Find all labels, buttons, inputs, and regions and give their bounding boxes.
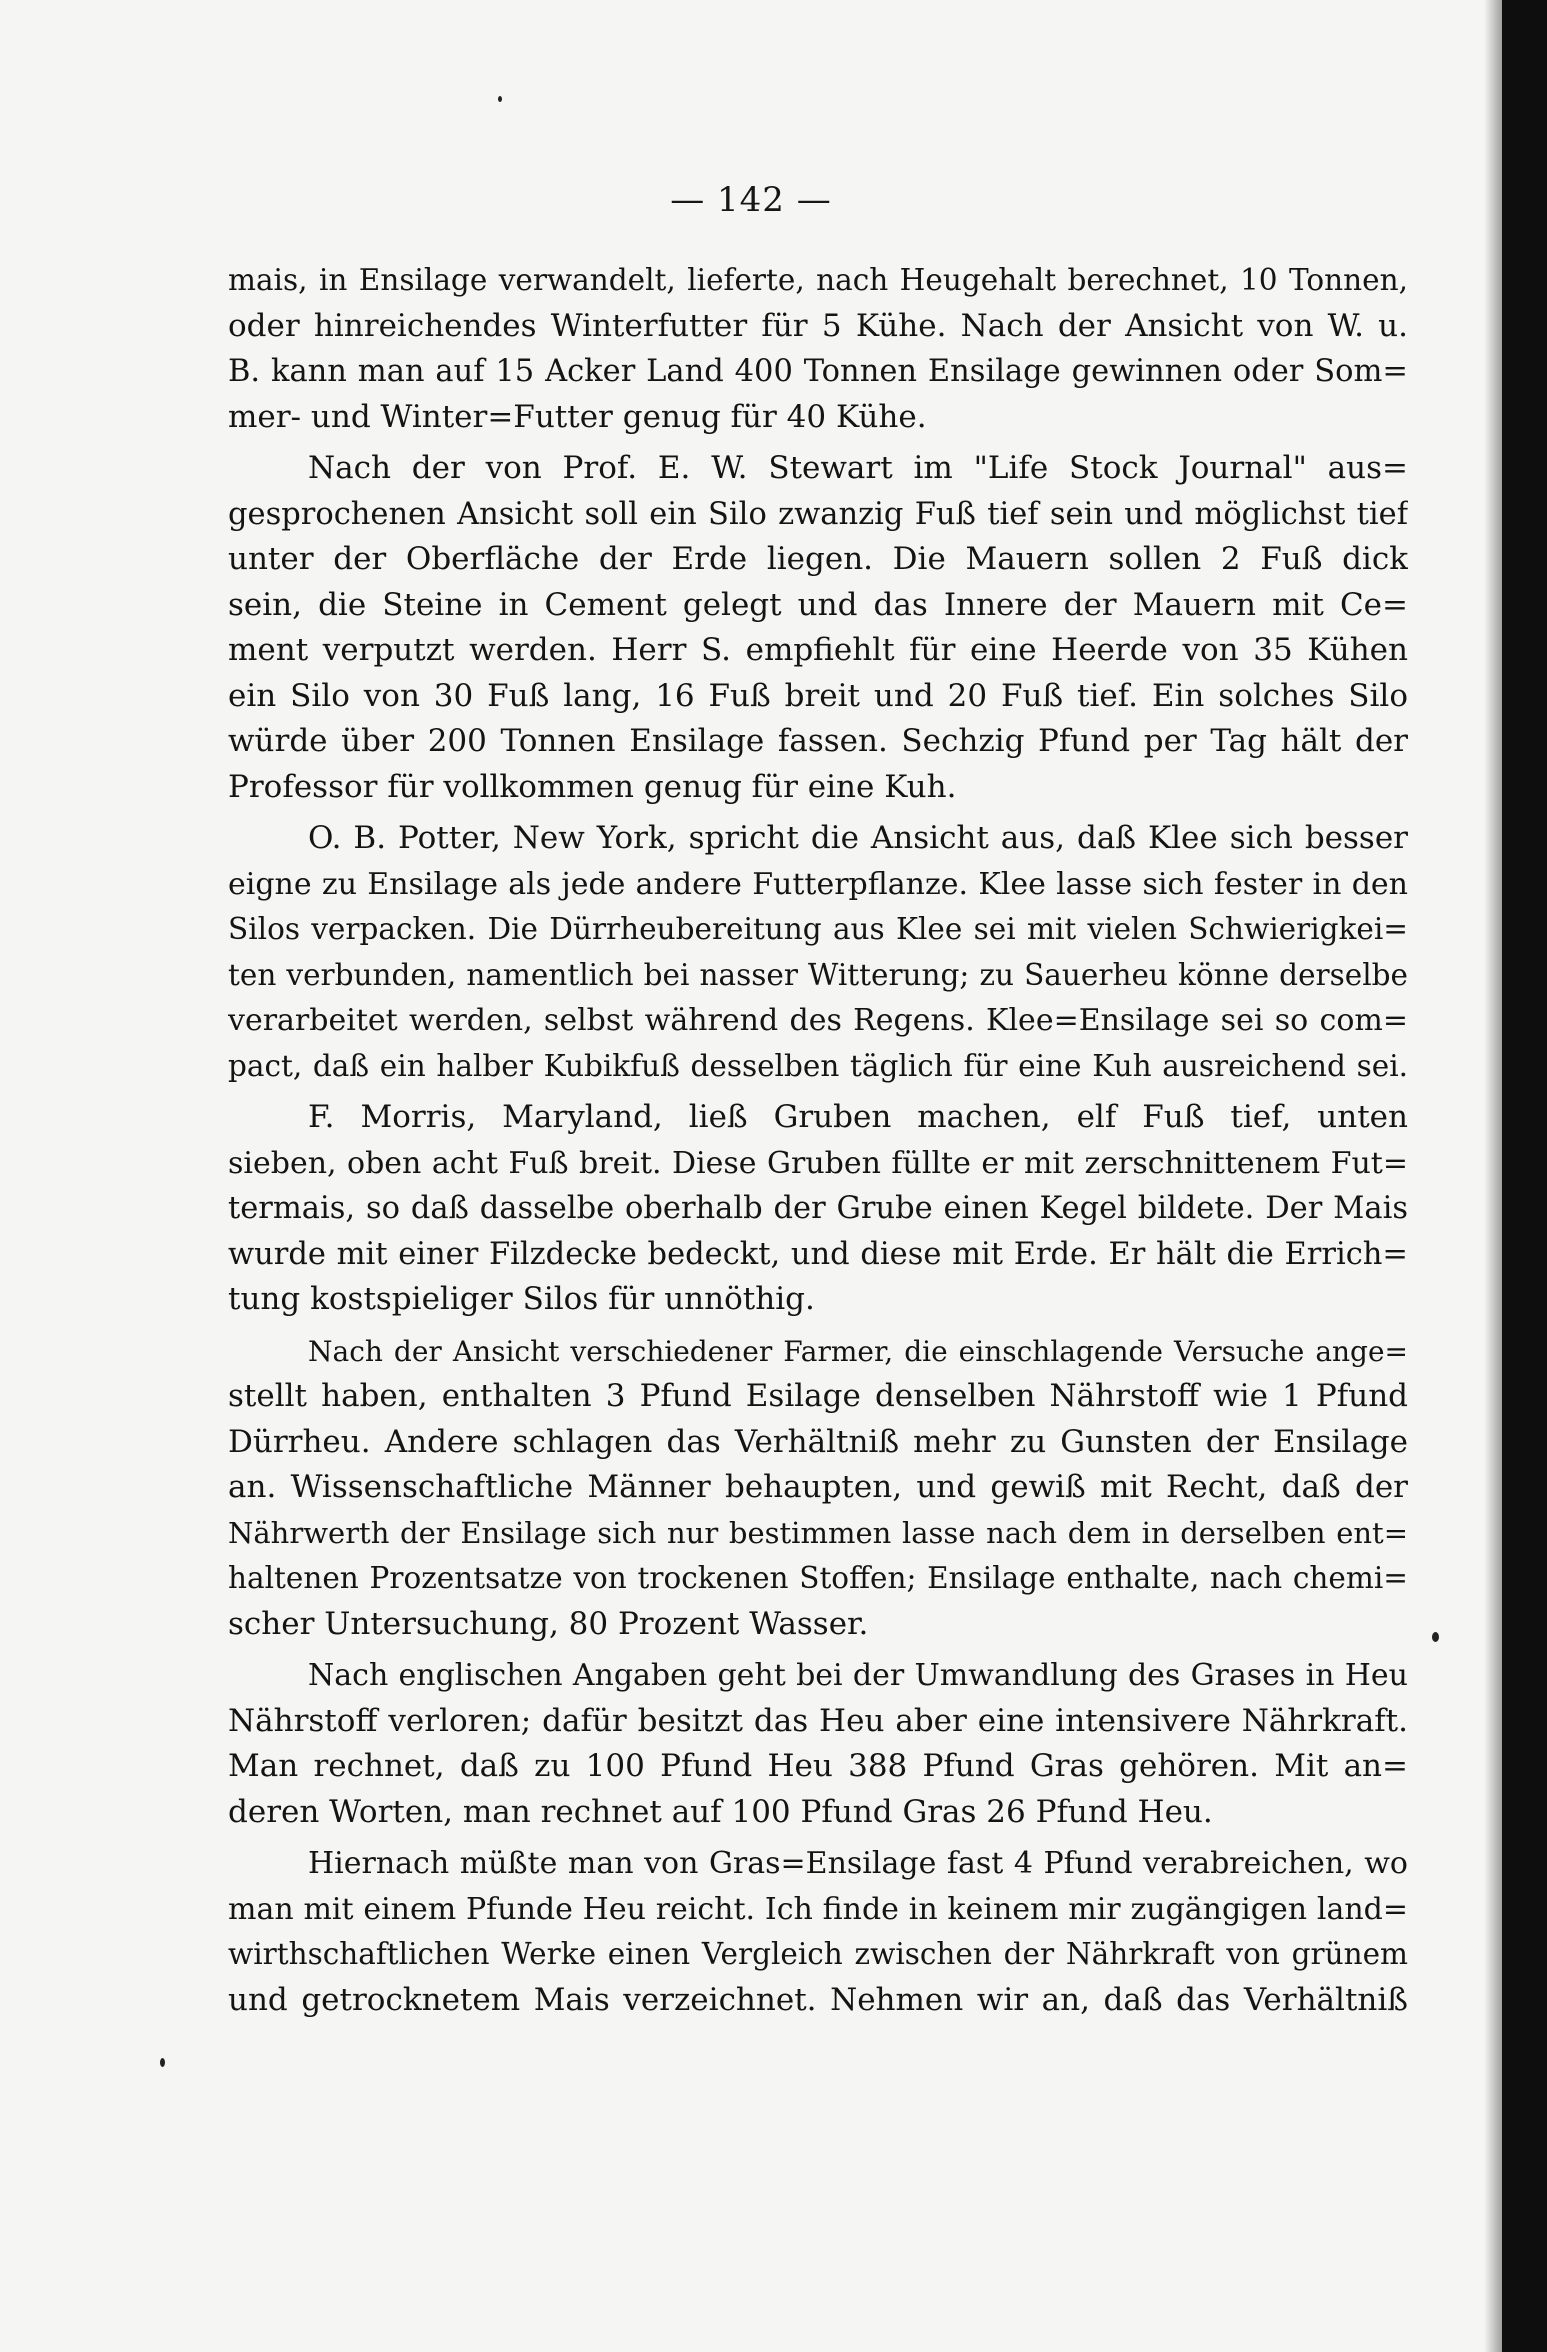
text-line: termais, so daß dasselbe oberhalb der Grube einen Kegel bildete. Der Mais xyxy=(228,1191,1408,1226)
text-line: unter der Oberfläche der Erde liegen. Die Mauern sollen 2 Fuß dick xyxy=(228,541,1408,577)
text-line: Nach englischen Angaben geht bei der Umwandlung des Grases in Heu xyxy=(308,1658,1408,1693)
scan-border xyxy=(1502,0,1547,2352)
text-line: F. Morris, Maryland, ließ Gruben machen, elf Fuß tief, unten xyxy=(308,1099,1408,1135)
text-line: man mit einem Pfunde Heu reicht. Ich finde in keinem mir zugängigen land= xyxy=(228,1891,1408,1927)
text-line: sieben, oben acht Fuß breit. Diese Gruben füllte er mit zerschnittenem Fut= xyxy=(228,1145,1408,1181)
paragraph-3 xyxy=(228,816,1408,1089)
text-line: Nach der von Prof. E. W. Stewart im "Life Stock Journal" aus= xyxy=(308,450,1408,486)
text-line: deren Worten, man rechnet auf 100 Pfund Gras 26 Pfund Heu. xyxy=(228,1793,1213,1830)
text-line: ten verbunden, namentlich bei nasser Witterung; zu Sauerheu könne derselbe xyxy=(228,957,1408,992)
paragraph-5 xyxy=(228,1329,1408,1648)
text-line: ment verputzt werden. Herr S. empfiehlt für eine Heerde von 35 Kühen xyxy=(228,632,1408,668)
text-line: verarbeitet werden, selbst während des Regens. Klee=Ensilage sei so com= xyxy=(228,1003,1408,1038)
ink-speck xyxy=(160,2058,165,2067)
text-line: tung kostspieliger Silos für unnöthig. xyxy=(228,1281,815,1317)
text-line: Silos verpacken. Die Dürrheubereitung aus Klee sei mit vielen Schwierigkei= xyxy=(228,912,1408,946)
text-line: wurde mit einer Filzdecke bedeckt, und diese mit Erde. Er hält die Errich= xyxy=(228,1236,1408,1272)
text-line: B. kann man auf 15 Acker Land 400 Tonnen Ensilage gewinnen oder Som= xyxy=(228,354,1408,389)
text-line: Professor für vollkommen genug für eine Kuh. xyxy=(228,768,957,805)
text-line: mer- und Winter=Futter genug für 40 Kühe. xyxy=(228,398,927,435)
text-line: O. B. Potter, New York, spricht die Ansicht aus, daß Klee sich besser xyxy=(308,820,1408,856)
text-line: würde über 200 Tonnen Ensilage fassen. Sechzig Pfund per Tag hält der xyxy=(228,723,1408,759)
text-line: Man rechnet, daß zu 100 Pfund Heu 388 Pfund Gras gehören. Mit an= xyxy=(228,1748,1408,1784)
page-edge-shadow xyxy=(1484,0,1502,2352)
text-line: pact, daß ein halber Kubikfuß desselben täglich für eine Kuh ausreichend sei. xyxy=(228,1048,1408,1083)
text-line: Nährwerth der Ensilage sich nur bestimmen lasse nach dem in derselben ent= xyxy=(228,1515,1408,1550)
page-number: — 142 — xyxy=(670,180,832,220)
text-line: Nährstoff verloren; dafür besitzt das Heu aber eine intensivere Nährkraft. xyxy=(228,1702,1408,1739)
text-line: gesprochenen Ansicht soll ein Silo zwanzig Fuß tief sein und möglichst tief xyxy=(228,496,1408,532)
paragraph-7 xyxy=(228,1841,1408,2023)
ink-speck xyxy=(498,96,502,102)
body-text xyxy=(228,258,1408,2023)
paragraph-1 xyxy=(228,258,1408,440)
text-line: eigne zu Ensilage als jede andere Futterpflanze. Klee lasse sich fester in den xyxy=(228,866,1408,902)
paragraph-2 xyxy=(228,446,1408,810)
text-line: stellt haben, enthalten 3 Pfund Esilage denselben Nährstoff wie 1 Pfund xyxy=(228,1378,1408,1414)
paragraph-4 xyxy=(228,1095,1408,1323)
ink-speck xyxy=(1432,1632,1439,1642)
text-line: an. Wissenschaftliche Männer behaupten, und gewiß mit Recht, daß der xyxy=(228,1469,1408,1505)
text-line: Hiernach müßte man von Gras=Ensilage fast 4 Pfund verabreichen, wo xyxy=(308,1846,1408,1881)
text-line: sein, die Steine in Cement gelegt und das Innere der Mauern mit Ce= xyxy=(228,586,1408,623)
text-line: oder hinreichendes Winterfutter für 5 Kühe. Nach der Ansicht von W. u. xyxy=(228,307,1408,344)
text-line: und getrocknetem Mais verzeichnet. Nehmen wir an, daß das Verhältniß xyxy=(228,1981,1408,2018)
text-line: ein Silo von 30 Fuß lang, 16 Fuß breit und 20 Fuß tief. Ein solches Silo xyxy=(228,677,1408,714)
paragraph-6 xyxy=(228,1653,1408,1835)
text-line: mais, in Ensilage verwandelt, lieferte, nach Heugehalt berechnet, 10 Tonnen, xyxy=(228,263,1408,297)
text-line: Nach der Ansicht verschiedener Farmer, die einschlagende Versuche ange= xyxy=(308,1334,1408,1368)
text-line: scher Untersuchung, 80 Prozent Wasser. xyxy=(228,1605,869,1642)
text-line: wirthschaftlichen Werke einen Vergleich zwischen der Nährkraft von grünem xyxy=(228,1937,1408,1971)
text-line: Dürrheu. Andere schlagen das Verhältniß mehr zu Gunsten der Ensilage xyxy=(228,1423,1408,1460)
text-line: haltenen Prozentsatze von trockenen Stoffen; Ensilage enthalte, nach chemi= xyxy=(228,1561,1408,1595)
